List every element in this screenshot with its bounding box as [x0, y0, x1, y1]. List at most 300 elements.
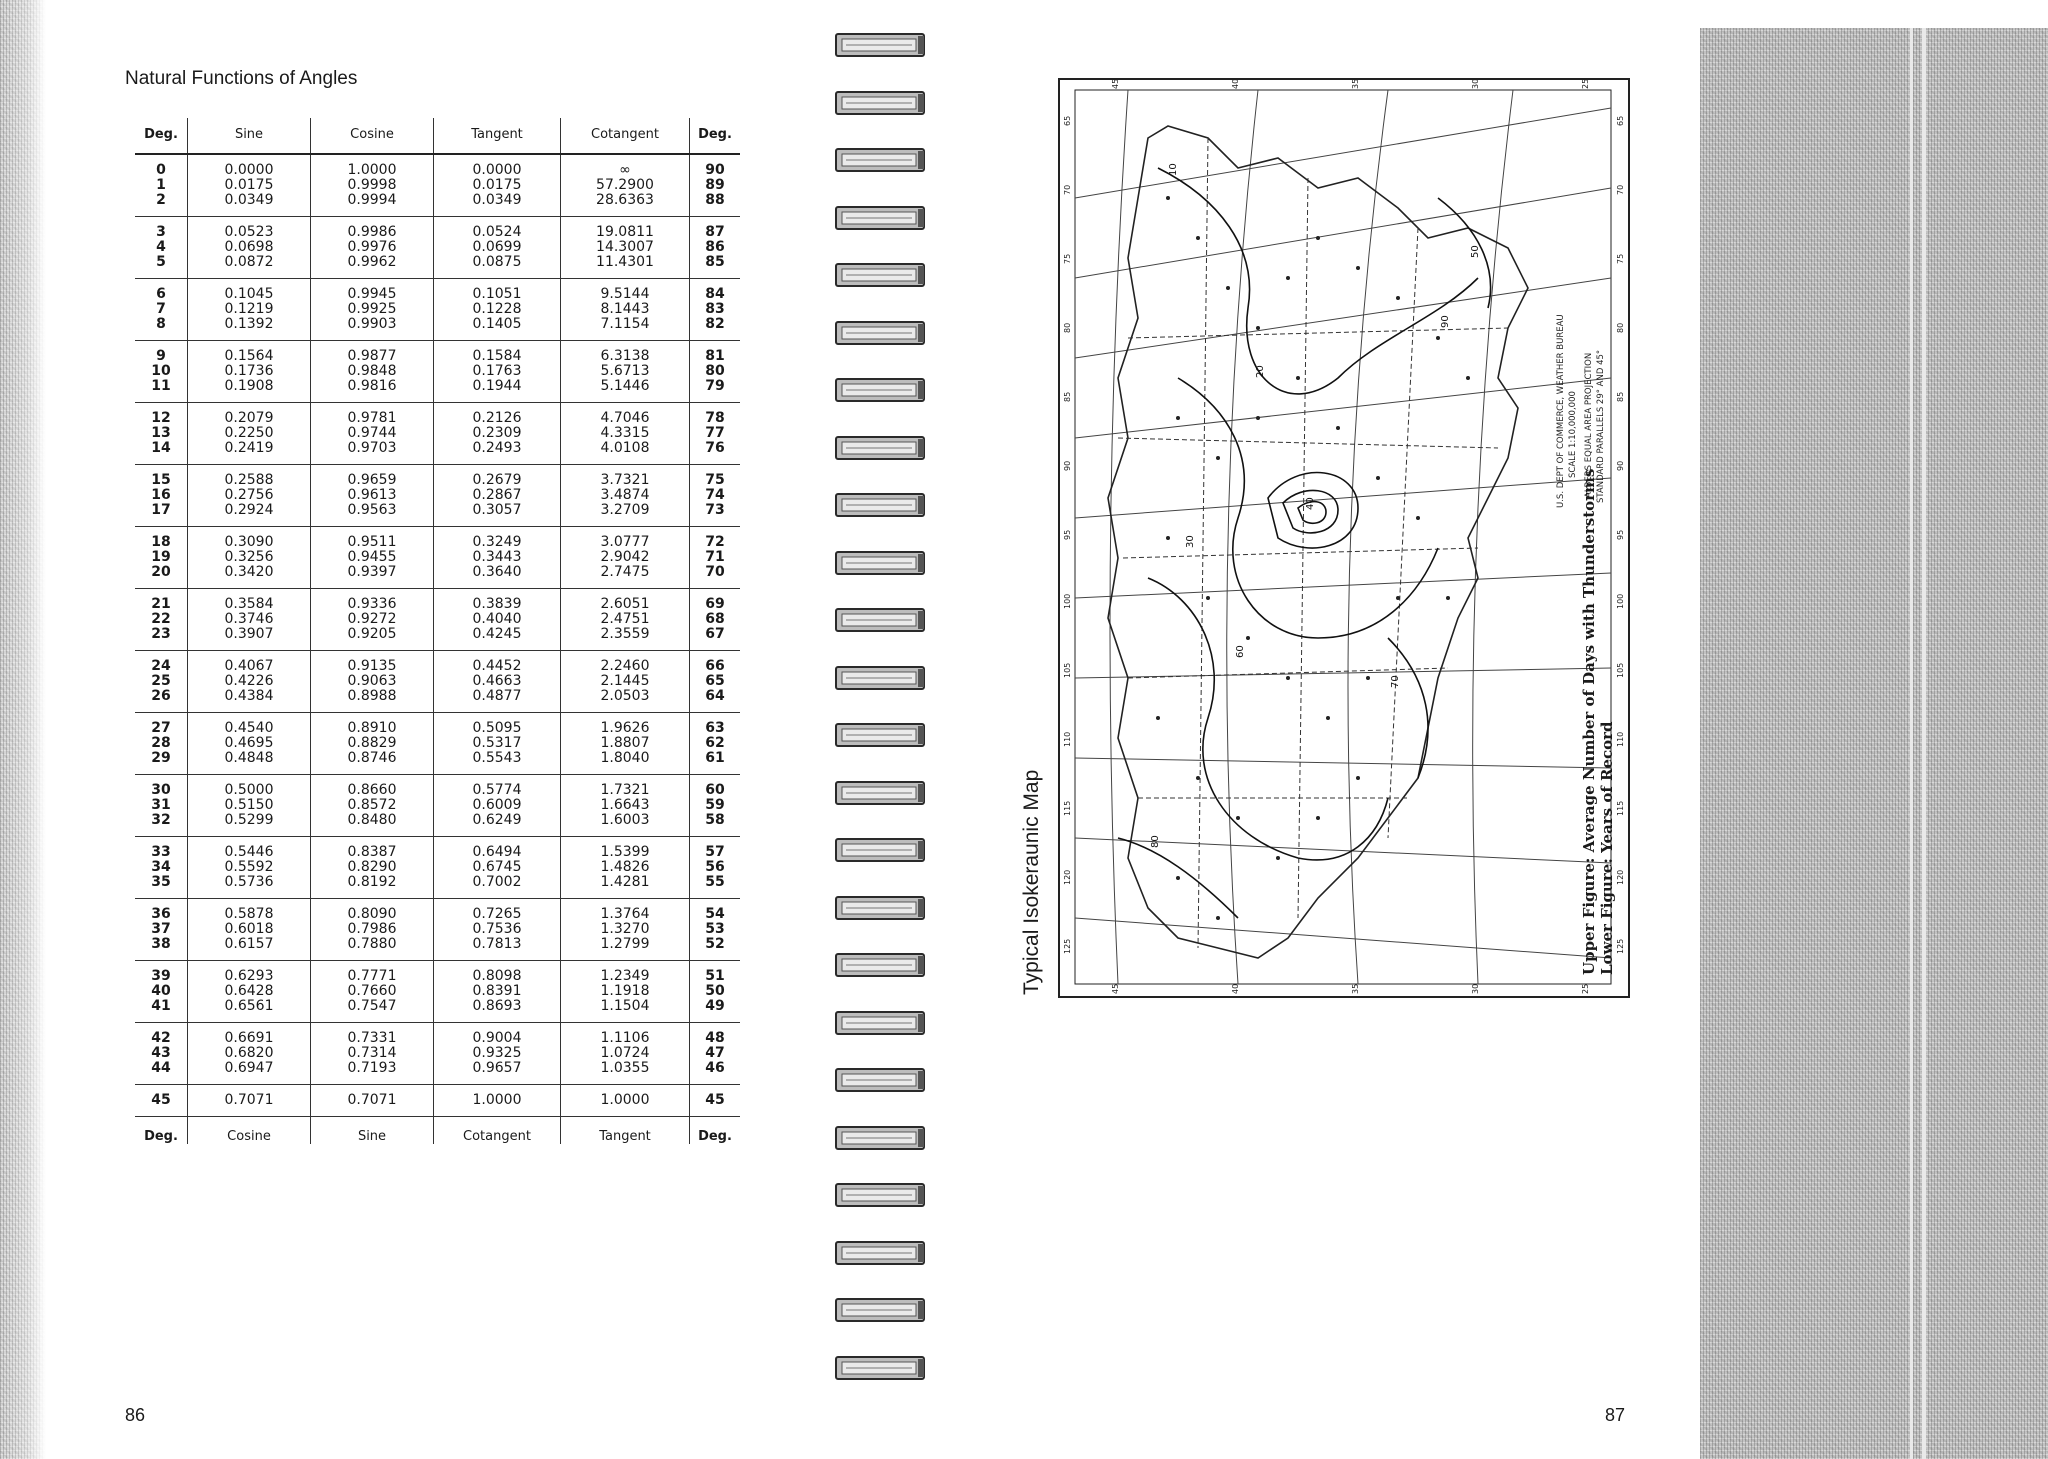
table-value: 0.0699	[472, 239, 522, 255]
table-value: 68	[705, 611, 725, 627]
table-value: 0.7002	[472, 874, 522, 890]
binding-coil	[834, 1123, 926, 1153]
table-cell	[188, 341, 311, 403]
table-value: 0.7314	[347, 1045, 397, 1061]
longitude-label: 90	[1063, 460, 1072, 471]
table-cell	[690, 403, 741, 465]
table-value: 0.8098	[472, 968, 522, 984]
table-cell	[561, 341, 690, 403]
table-cell	[188, 651, 311, 713]
table-value: 0.9877	[347, 348, 397, 364]
table-value: 37	[151, 921, 171, 937]
table-value: 0.4540	[224, 720, 274, 736]
table-cell	[311, 1023, 434, 1085]
table-row-group	[135, 279, 740, 341]
table-value: 27	[151, 720, 171, 736]
table-value: 0.5543	[472, 750, 522, 766]
table-value: 0.5150	[224, 797, 274, 813]
table-value: 1.3764	[600, 906, 650, 922]
map-title: Typical Isokeraunic Map	[1020, 769, 1043, 995]
table-value: 0.4877	[472, 688, 522, 704]
table-value: 1.8040	[600, 750, 650, 766]
table-value: 0.1045	[224, 286, 274, 302]
table-cell	[561, 899, 690, 961]
latitude-label: 25	[1581, 983, 1590, 994]
table-value: 0.1736	[224, 363, 274, 379]
table-value: 6.3138	[600, 348, 650, 364]
table-value: 33	[151, 844, 171, 860]
table-value: 55	[705, 874, 725, 890]
table-value: 0.0175	[224, 177, 274, 193]
table-body	[135, 154, 740, 1117]
table-value: 0.0000	[224, 162, 274, 178]
longitude-label: 75	[1063, 253, 1072, 264]
table-cell	[311, 403, 434, 465]
table-value: 1.3270	[600, 921, 650, 937]
table-value: 62	[705, 735, 725, 751]
table-value: 64	[705, 688, 725, 704]
table-value: 0.3249	[472, 534, 522, 550]
table-value: 1.7321	[600, 782, 650, 798]
table-cell	[561, 1023, 690, 1085]
table-value: 50	[705, 983, 725, 999]
spiral-binding	[828, 22, 938, 1459]
table-cell	[690, 899, 741, 961]
table-cell	[690, 775, 741, 837]
longitude-label: 65	[1616, 115, 1625, 126]
table-cell	[188, 713, 311, 775]
table-value: 17	[151, 502, 171, 518]
table-cell	[135, 713, 188, 775]
table-value: 0.0349	[472, 192, 522, 208]
table-value: 0.8391	[472, 983, 522, 999]
table-value: 44	[151, 1060, 171, 1076]
table-value: 0.3057	[472, 502, 522, 518]
table-cell	[690, 1085, 741, 1117]
table-value: 49	[705, 998, 725, 1014]
table-value: 46	[705, 1060, 725, 1076]
table-value: 58	[705, 812, 725, 828]
table-value: 0.8387	[347, 844, 397, 860]
table-value: 0.9962	[347, 254, 397, 270]
contour-label: 70	[1390, 675, 1401, 688]
table-value: 0.8290	[347, 859, 397, 875]
table-value: 1.9626	[600, 720, 650, 736]
binding-coil	[834, 260, 926, 290]
table-cell	[188, 154, 311, 217]
table-cell	[434, 651, 561, 713]
binding-coil	[834, 88, 926, 118]
table-value: 0.4384	[224, 688, 274, 704]
table-cell	[434, 961, 561, 1023]
contour-label: 60	[1235, 645, 1246, 658]
table-row-group	[135, 589, 740, 651]
column-header: Deg.	[690, 118, 741, 154]
column-header: Tangent	[434, 118, 561, 154]
table-value: 0.9994	[347, 192, 397, 208]
longitude-label: 120	[1063, 869, 1072, 885]
table-value: 0.9976	[347, 239, 397, 255]
table-value: 5.6713	[600, 363, 650, 379]
table-value: 0.4695	[224, 735, 274, 751]
table-value: 0.8746	[347, 750, 397, 766]
table-cell	[561, 279, 690, 341]
longitude-label: 110	[1063, 731, 1072, 747]
table-value: 2.7475	[600, 564, 650, 580]
table-value: 25	[151, 673, 171, 689]
credit-line: U.S. DEPT OF COMMERCE, WEATHER BUREAU	[1556, 314, 1566, 508]
table-value: 0.7547	[347, 998, 397, 1014]
table-value: 0.6157	[224, 936, 274, 952]
contour-label: 90	[1440, 315, 1451, 328]
table-value: 2.6051	[600, 596, 650, 612]
table-value: 15	[151, 472, 171, 488]
table-value: 0.7771	[347, 968, 397, 984]
table-value: 0.4663	[472, 673, 522, 689]
map-legend-upper: Upper Figure: Average Number of Days with Thunderstorms	[1580, 468, 1598, 975]
table-value: 0.7986	[347, 921, 397, 937]
latitude-label: 40	[1231, 78, 1240, 89]
table-value: 8.1443	[600, 301, 650, 317]
table-cell	[690, 341, 741, 403]
table-value: 14	[151, 440, 171, 456]
table-cell	[135, 341, 188, 403]
table-value: 26	[151, 688, 171, 704]
table-value: 81	[705, 348, 725, 364]
table-value: 78	[705, 410, 725, 426]
table-value: 0.2126	[472, 410, 522, 426]
table-value: 0.7536	[472, 921, 522, 937]
table-value: 1.1106	[600, 1030, 650, 1046]
table-value: 0.8660	[347, 782, 397, 798]
longitude-label: 65	[1063, 115, 1072, 126]
table-value: 1.1504	[600, 998, 650, 1014]
table-value: 0.5592	[224, 859, 274, 875]
table-value: 60	[705, 782, 725, 798]
table-value: 0.6018	[224, 921, 274, 937]
table-value: 0.9848	[347, 363, 397, 379]
table-value: 0.0349	[224, 192, 274, 208]
table-row-group	[135, 651, 740, 713]
table-value: 57	[705, 844, 725, 860]
table-value: 0.3746	[224, 611, 274, 627]
table-value: 0.6691	[224, 1030, 274, 1046]
table-cell	[561, 837, 690, 899]
table-value: 0.6293	[224, 968, 274, 984]
table-value: 0.6009	[472, 797, 522, 813]
table-cell	[135, 775, 188, 837]
binding-coil	[834, 1238, 926, 1268]
table-value: 0.8988	[347, 688, 397, 704]
table-value: 1.0355	[600, 1060, 650, 1076]
table-value: 1.2349	[600, 968, 650, 984]
table-value: 0.9925	[347, 301, 397, 317]
table-value: 43	[151, 1045, 171, 1061]
page-edge-texture-right	[1700, 28, 2048, 1459]
table-value: 16	[151, 487, 171, 503]
table-value: 0.5095	[472, 720, 522, 736]
table-value: 0.9816	[347, 378, 397, 394]
table-value: 1.6003	[600, 812, 650, 828]
table-cell	[561, 589, 690, 651]
table-row-group	[135, 899, 740, 961]
table-cell	[561, 775, 690, 837]
table-value: 5.1446	[600, 378, 650, 394]
table-value: 18	[151, 534, 171, 550]
table-cell	[135, 651, 188, 713]
binding-coil	[834, 375, 926, 405]
table-value: 0.9781	[347, 410, 397, 426]
table-value: 87	[705, 224, 725, 240]
latitude-label: 35	[1351, 78, 1360, 89]
table-cell	[311, 651, 434, 713]
column-footer: Cotangent	[434, 1117, 561, 1145]
binding-coil	[834, 720, 926, 750]
table-value: 42	[151, 1030, 171, 1046]
table-cell	[311, 837, 434, 899]
longitude-label: 105	[1616, 662, 1625, 678]
table-value: 2.1445	[600, 673, 650, 689]
longitude-label: 80	[1616, 322, 1625, 333]
longitude-label: 90	[1616, 460, 1625, 471]
binding-coil	[834, 1180, 926, 1210]
column-header: Deg.	[135, 118, 188, 154]
binding-coil	[834, 1008, 926, 1038]
table-value: 0.9325	[472, 1045, 522, 1061]
table-value: 56	[705, 859, 725, 875]
table-value: 0.8829	[347, 735, 397, 751]
table-value: 0.9336	[347, 596, 397, 612]
table-value: 84	[705, 286, 725, 302]
table-value: 5	[156, 254, 166, 270]
table-value: 0.9455	[347, 549, 397, 565]
table-value: 0.9563	[347, 502, 397, 518]
table-value: 0.1219	[224, 301, 274, 317]
table-value: 0.8480	[347, 812, 397, 828]
table-value: 0.3640	[472, 564, 522, 580]
table-value: 19.0811	[596, 224, 654, 240]
table-value: 63	[705, 720, 725, 736]
table-value: 0.4245	[472, 626, 522, 642]
table-value: 2	[156, 192, 166, 208]
table-value: 0.5878	[224, 906, 274, 922]
table-value: 65	[705, 673, 725, 689]
table-cell	[311, 589, 434, 651]
table-cell	[690, 1023, 741, 1085]
longitude-label: 125	[1616, 938, 1625, 954]
table-value: 70	[705, 564, 725, 580]
table-cell	[434, 899, 561, 961]
table-cell	[311, 1085, 434, 1117]
binding-coil	[834, 548, 926, 578]
table-cell	[135, 589, 188, 651]
table-value: 31	[151, 797, 171, 813]
table-cell	[690, 713, 741, 775]
table-value: 0.1564	[224, 348, 274, 364]
table-value: 76	[705, 440, 725, 456]
trig-functions-table	[135, 118, 740, 1144]
table-row-group	[135, 775, 740, 837]
table-value: 0.9004	[472, 1030, 522, 1046]
table-cell	[135, 527, 188, 589]
table-value: 1.5399	[600, 844, 650, 860]
table-cell	[434, 154, 561, 217]
table-cell	[561, 527, 690, 589]
table-value: 0.9613	[347, 487, 397, 503]
table-value: 1.0000	[472, 1092, 522, 1108]
table-value: 3.0777	[600, 534, 650, 550]
table-value: 23	[151, 626, 171, 642]
table-value: 14.3007	[596, 239, 654, 255]
binding-coil	[834, 30, 926, 60]
table-value: 40	[151, 983, 171, 999]
latitude-label: 25	[1581, 78, 1590, 89]
table-cell	[188, 465, 311, 527]
table-value: 28.6363	[596, 192, 654, 208]
table-value: 0.1051	[472, 286, 522, 302]
table-value: 1.0724	[600, 1045, 650, 1061]
table-value: 0.2309	[472, 425, 522, 441]
table-value: 3	[156, 224, 166, 240]
table-cell	[690, 279, 741, 341]
table-value: 0.7071	[347, 1092, 397, 1108]
table-cell	[188, 1023, 311, 1085]
longitude-label: 110	[1616, 731, 1625, 747]
table-value: 0.4848	[224, 750, 274, 766]
binding-coil	[834, 433, 926, 463]
table-value: 22	[151, 611, 171, 627]
table-value: 0.3839	[472, 596, 522, 612]
column-header: Sine	[188, 118, 311, 154]
table-value: 0.5000	[224, 782, 274, 798]
table-value: 32	[151, 812, 171, 828]
table-value: 39	[151, 968, 171, 984]
table-value: 77	[705, 425, 725, 441]
table-cell	[311, 961, 434, 1023]
table-value: 61	[705, 750, 725, 766]
table-cell	[434, 1085, 561, 1117]
table-value: 0.9205	[347, 626, 397, 642]
table-cell	[690, 465, 741, 527]
table-value: 0	[156, 162, 166, 178]
table-value: 9	[156, 348, 166, 364]
table-value: 3.4874	[600, 487, 650, 503]
table-value: 0.9659	[347, 472, 397, 488]
table-value: 35	[151, 874, 171, 890]
latitude-label: 30	[1471, 78, 1480, 89]
table-value: 12	[151, 410, 171, 426]
table-value: 20	[151, 564, 171, 580]
table-cell	[135, 154, 188, 217]
column-footer: Deg.	[690, 1117, 741, 1145]
table-cell	[690, 961, 741, 1023]
binding-coil	[834, 1295, 926, 1325]
table-value: 51	[705, 968, 725, 984]
table-value: 0.9135	[347, 658, 397, 674]
longitude-label: 95	[1616, 529, 1625, 540]
contour-label: 40	[1305, 497, 1316, 510]
longitude-label: 120	[1616, 869, 1625, 885]
longitude-label: 100	[1616, 593, 1625, 609]
table-cell	[690, 651, 741, 713]
table-cell	[434, 217, 561, 279]
column-footer: Cosine	[188, 1117, 311, 1145]
contour-label: 50	[1470, 245, 1481, 258]
table-value: 13	[151, 425, 171, 441]
table-cell	[561, 403, 690, 465]
table-value: 11	[151, 378, 171, 394]
table-cell	[311, 341, 434, 403]
table-value: 7	[156, 301, 166, 317]
table-cell	[135, 837, 188, 899]
table-cell	[135, 1085, 188, 1117]
table-value: 0.0875	[472, 254, 522, 270]
table-cell	[434, 713, 561, 775]
binding-coil	[834, 1065, 926, 1095]
table-value: 48	[705, 1030, 725, 1046]
table-value: 0.6745	[472, 859, 522, 875]
table-value: 0.9986	[347, 224, 397, 240]
table-value: 7.1154	[600, 316, 650, 332]
table-value: 88	[705, 192, 725, 208]
table-value: 0.5317	[472, 735, 522, 751]
table-value: 0.2493	[472, 440, 522, 456]
table-value: 0.1228	[472, 301, 522, 317]
table-row-group	[135, 154, 740, 217]
table-cell	[135, 1023, 188, 1085]
binding-coil	[834, 950, 926, 980]
table-value: 2.4751	[600, 611, 650, 627]
page-edge-texture-left	[0, 0, 46, 1459]
table-value: 82	[705, 316, 725, 332]
table-cell	[434, 1023, 561, 1085]
table-value: 0.4040	[472, 611, 522, 627]
table-value: 3.7321	[600, 472, 650, 488]
table-value: 0.6249	[472, 812, 522, 828]
table-value: 3.2709	[600, 502, 650, 518]
table-cell	[561, 465, 690, 527]
table-value: 0.0524	[472, 224, 522, 240]
table-cell	[311, 279, 434, 341]
table-value: 0.3584	[224, 596, 274, 612]
table-cell	[188, 279, 311, 341]
credit-line: STANDARD PARALLELS 29° AND 45°	[1596, 349, 1606, 503]
table-value: 73	[705, 502, 725, 518]
table-value: 9.5144	[600, 286, 650, 302]
table-value: ∞	[619, 162, 631, 178]
table-value: 0.8693	[472, 998, 522, 1014]
table-cell	[434, 775, 561, 837]
contour-label: 30	[1185, 535, 1196, 548]
page-title: Natural Functions of Angles	[125, 68, 358, 89]
table-value: 45	[705, 1092, 725, 1108]
table-row-group	[135, 341, 740, 403]
table-value: 0.7331	[347, 1030, 397, 1046]
table-value: 69	[705, 596, 725, 612]
column-footer: Sine	[311, 1117, 434, 1145]
table-value: 0.5774	[472, 782, 522, 798]
table-cell	[188, 1085, 311, 1117]
table-value: 0.8192	[347, 874, 397, 890]
binding-coil	[834, 663, 926, 693]
table-cell	[690, 154, 741, 217]
table-header-row	[135, 118, 740, 154]
table-value: 72	[705, 534, 725, 550]
table-value: 30	[151, 782, 171, 798]
longitude-label: 85	[1063, 391, 1072, 402]
table-value: 0.0000	[472, 162, 522, 178]
table-value: 2.9042	[600, 549, 650, 565]
